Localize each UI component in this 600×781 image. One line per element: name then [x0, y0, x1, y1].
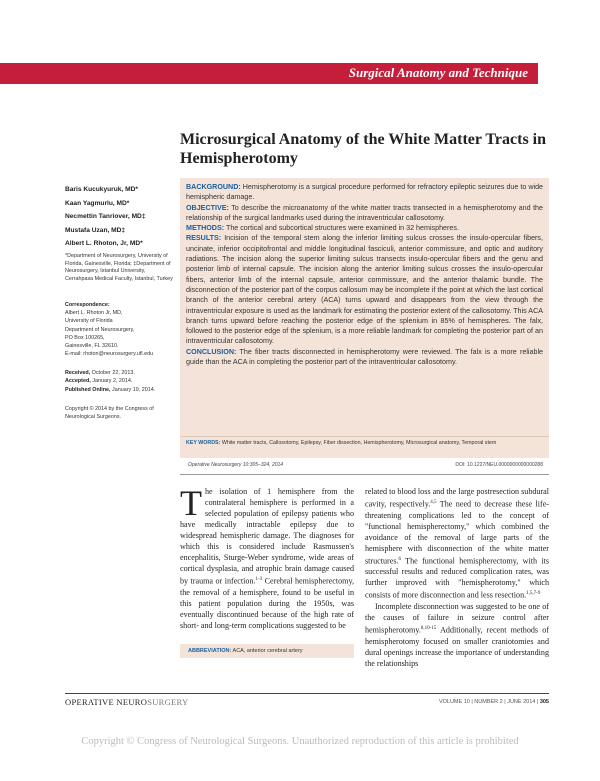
body-column-1 [180, 483, 354, 631]
citation-row [180, 462, 549, 471]
citation-ref: 8,10-15 [420, 626, 437, 632]
correspondence-line: Albert L. Rhoton Jr, MD, [65, 310, 123, 317]
body-text: Cerebral hemispherectomy, the removal of a hemisphere, found to be useful in this patient population during the 1950s, was eventually discontinued because of the high rate of short- and long-term complications suggested to be [180, 576, 354, 630]
conclusion-heading: CONCLUSION: [186, 347, 237, 356]
methods-text: The cortical and subcortical structures were examined in 32 hemispheres. [225, 224, 459, 233]
doi-text[interactable]: DOI: 10.1227/NEU.0000000000000288 [455, 462, 543, 468]
published-date: January 19, 2014. [112, 386, 156, 393]
author: Mustafa Uzan, MD‡ [65, 226, 126, 234]
body-text: The functional hemispherectomy, with its successful results and reduced complication rates, was further improved with "hemispherotomy," which consists of more disconnection and less resection. [365, 556, 549, 601]
author: Kaan Yagmurlu, MD* [65, 199, 130, 207]
author: Necmettin Tanriover, MD‡ [65, 213, 146, 220]
results-text: Incision of the temporal stem along the inferior limiting sulcus crosses the insulo-opercular fibers, uncinate, inferior occipitofrontal and middle longitudinal fasciculi, anterior commissure, and optic and auditory radiations. The incision along the superior limiting sulcus transects insulo-opercular fibers and the genu and posterior limb of internal capsule. The incision along the anterior limiting sulcus crosses the insulo-opercular fibers, anterior limb of the internal capsule, anterior commissure, and the anterior thalamic bundle. The disconnection of the posterior part of the corpus callosum may be incomplete if the point at which the last cortical branch of the anterior cerebral artery (ACA) turns upward and disappears from the view through the intraventricular exposure is used as the landmark for estimating the posterior extent of the callosotomy. This ACA branch turns upward before reaching the posterior edge of the splenium in 85% of hemispheres. The falx, followed to the posterior edge of the splenium, is a more reliable landmark for completing the posterior part of an intraventricular callosotomy. [186, 234, 543, 346]
body-text: he isolation of 1 hemisphere from the contralateral hemisphere is performed in a selected population of epilepsy patients who have medically intractable epilepsy due to widespread hemispheric damage. The diagnoses for which this is considered include Rasmussen's encephalitis, Sturge-Weber syndrome, wide areas of cortical dysplasia, and atrophic brain damage caused by trauma or infection. [180, 487, 354, 586]
author-list [65, 183, 175, 251]
abbreviation-heading: ABBREVIATION: [188, 648, 232, 654]
background-heading: BACKGROUND: [186, 183, 241, 191]
affiliations: *Department of Neurosurgery, University of Florida, Gainesville, Florida; ‡Department of Neurosurgery, Istanbul University, Cerrahpasa Medical Faculty, Istanbul, Turkey [65, 253, 173, 282]
background-text: Hemispherotomy is a surgical procedure performed for refractory epileptic seizures due to wide hemispheric damage. [186, 183, 544, 202]
journal-name-main: OPERATIVE NEURO [65, 697, 148, 707]
drop-cap: T [180, 483, 202, 523]
results-heading: RESULTS: [186, 234, 222, 243]
correspondence-line: Gainesville, FL 32610. [65, 343, 119, 350]
correspondence-line: University of Florida [65, 318, 113, 325]
objective-text: To describe the microanatomy of the white matter tracts transected in a hemispherotomy and the relationship of the surgical landmarks used during the intraventricular callosotomy. [186, 203, 543, 222]
copyright-note: Copyright © 2014 by the Congress of Neurological Surgeons. [65, 406, 154, 421]
copyright-watermark: Copyright © Congress of Neurological Surgeons. Unauthorized reproduction of this article is prohibited [81, 736, 519, 747]
correspondence-heading: Correspondence: [65, 302, 110, 308]
issue-info [439, 699, 549, 705]
methods-heading: METHODS: [186, 224, 225, 233]
received-date: October 22, 2013. [91, 370, 135, 376]
received-label: Received, [65, 370, 91, 376]
section-title: Surgical Anatomy and Technique [348, 65, 528, 80]
keywords-box [180, 436, 549, 458]
issue-text: VOLUME 10 | NUMBER 2 | JUNE 2014 | [438, 699, 540, 705]
citation-ref: 6 [398, 556, 401, 562]
correspondence-line: Department of Neurosurgery, [65, 326, 135, 333]
correspondence-email[interactable]: E-mail: rhoton@neurosurgery.ufl.edu [65, 351, 154, 358]
keywords-heading: KEY WORDS: [186, 440, 221, 446]
divider [180, 474, 549, 475]
body-text: Incomplete disconnection was suggested to be one of the causes of failure in seizure control after hemispherotomy. [365, 602, 549, 635]
abbreviation-box [180, 644, 354, 658]
section-banner [0, 63, 538, 84]
accepted-label: Accepted, [65, 378, 91, 385]
accepted-date: January 2, 2014. [92, 378, 133, 385]
footer-divider [65, 693, 549, 694]
conclusion-text: The fiber tracts disconnected in hemispherotomy were reviewed. The falx is a more reliable guide than the ACA in completing the posterior part of the intraventricular callosotomy. [186, 347, 544, 367]
article-title: Microsurgical Anatomy of the White Matter Tracts in Hemispherotomy [180, 131, 547, 167]
body-text: Additionally, recent methods of hemispherotomy focused on smaller craniotomies and dural openings increase the importance of understanding the relationships [365, 625, 549, 668]
correspondence [65, 301, 173, 358]
citation-ref: 1-3 [255, 577, 263, 582]
keywords-text: White matter tracts, Callosotomy, Epilepsy, Fiber dissection, Hemispherotomy, Microsurgical anatomy, Temporal stem [221, 440, 497, 446]
body-column-2 [365, 486, 549, 669]
objective-heading: OBJECTIVE: [186, 203, 229, 212]
author: Baris Kucukyuruk, MD* [65, 186, 138, 193]
citation-ref: 4,5 [430, 500, 437, 505]
journal-name-suffix: SURGERY [147, 697, 189, 707]
journal-name [65, 697, 189, 707]
published-label: Published Online, [65, 386, 111, 393]
abbreviation-text: ACA, anterior cerebral artery [232, 648, 303, 654]
abstract-box [180, 178, 549, 436]
article-dates [65, 369, 175, 394]
correspondence-line: PO Box 100265, [65, 334, 105, 341]
author: Albert L. Rhoton, Jr, MD* [65, 240, 143, 247]
citation-text: Operative Neurosurgery 10:305–324, 2014 [188, 462, 284, 468]
page-number: 305 [539, 699, 549, 705]
body-text: related to blood loss and the large postresection subdural cavity, respectively. [365, 487, 549, 509]
body-text: The need to decrease these life-threatening complications led to the concept of "functional hemispherectomy," which combined the avoidance of the removal of large parts of the hemisphere with disconnection of the white matter structures. [365, 499, 549, 566]
citation-ref: 1,5,7-9 [526, 591, 541, 597]
